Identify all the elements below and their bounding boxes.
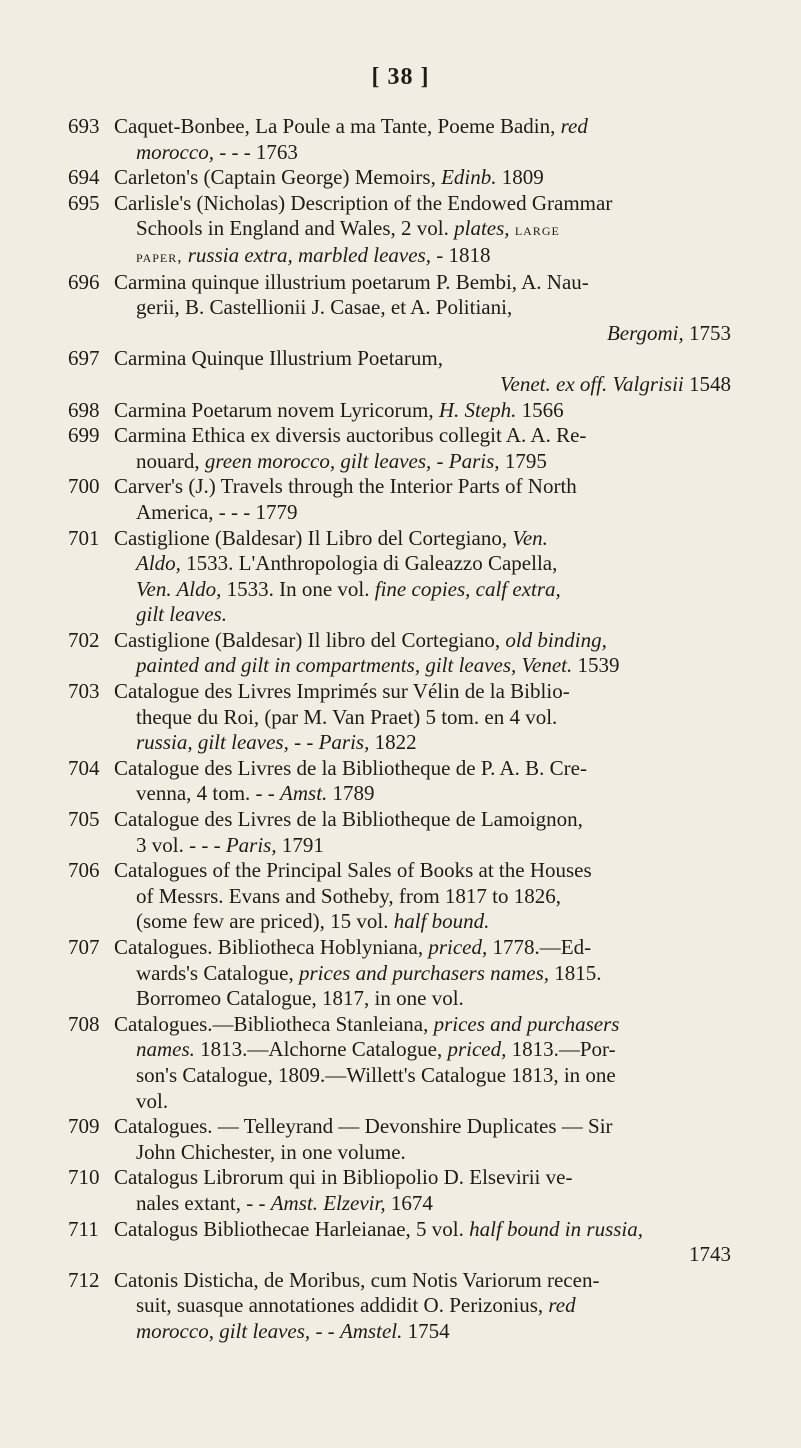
entry-line	[114, 140, 731, 166]
entry-text: Bergomi,	[606, 320, 684, 345]
entry-text: Castiglione (Baldesar) Il libro del Cortegiano,	[114, 627, 506, 652]
entry-text: Carver's (J.) Travels through the Interior Parts of North	[114, 474, 577, 499]
entry-line	[114, 474, 731, 500]
entry-line	[114, 295, 731, 321]
catalogue-entry	[0, 1012, 801, 1114]
entry-text: 1789	[327, 781, 375, 806]
entry-text: Carleton's (Captain George) Memoirs,	[114, 165, 442, 190]
entry-text: Aldo,	[136, 551, 181, 576]
entry-text: Carmina Poetarum novem Lyricorum,	[114, 397, 439, 422]
entry-text: painted and gilt in compartments, gilt leaves, Venet.	[136, 653, 573, 678]
entry-number: 705	[68, 807, 100, 832]
entry-text: 1539	[572, 653, 620, 678]
entry-line	[114, 1089, 731, 1115]
entry-line	[114, 1217, 731, 1243]
entry-text: Caquet-Bonbee, La Poule a ma Tante, Poeme Badin,	[114, 114, 561, 138]
entry-text: Carmina Ethica ex diversis auctoribus collegit A. A. Re-	[114, 423, 587, 448]
catalogue-entry	[0, 165, 801, 191]
entry-text: - -	[288, 730, 319, 755]
entry-text: 1809	[496, 165, 544, 190]
entry-line	[114, 679, 731, 705]
entry-line	[114, 216, 731, 243]
entry-text: names.	[136, 1037, 195, 1062]
entry-line	[114, 884, 731, 910]
entry-text: son's Catalogue, 1809.—Willett's Catalogue 1813, in one	[136, 1062, 616, 1087]
entry-line	[114, 961, 731, 987]
entry-text: 1533. In one vol.	[221, 576, 375, 601]
entry-text: half bound in russia,	[469, 1216, 643, 1241]
entry-text: old binding,	[505, 627, 607, 652]
entry-text: 1813.—Alchorne Catalogue,	[194, 1037, 448, 1062]
catalogue-entry	[0, 756, 801, 807]
catalogue-entry	[0, 1165, 801, 1216]
entry-text: russia, gilt leaves,	[136, 730, 289, 755]
entry-text: 1778.—Ed-	[487, 935, 592, 959]
entry-text: Carlisle's (Nicholas) Description of the Endowed Grammar	[114, 190, 613, 215]
entry-line	[114, 1012, 731, 1038]
entry-text: Catalogue des Livres de la Bibliotheque de P. A. B. Cre-	[114, 755, 587, 780]
entry-text: 1533. L'Anthropologia di Galeazzo Capella,	[180, 551, 558, 576]
catalogue-entry	[0, 191, 801, 270]
entry-line	[114, 577, 731, 603]
catalogue-entries	[0, 114, 801, 1345]
entry-text: H. Steph.	[438, 397, 517, 422]
entry-line	[114, 423, 731, 449]
entry-text: Paris,	[318, 730, 370, 755]
entry-line	[114, 321, 731, 347]
entry-line	[114, 1037, 731, 1063]
entry-text: nouard,	[136, 448, 205, 473]
entry-number: 702	[68, 627, 100, 652]
catalogue-entry	[0, 114, 801, 165]
entry-text: Paris,	[448, 448, 500, 473]
entry-text: Catalogue des Livres de la Bibliotheque de Lamoignon,	[114, 807, 583, 832]
catalogue-entry	[0, 474, 801, 525]
entry-text: Carmina Quinque Illustrium Poetarum,	[114, 346, 443, 371]
entry-text: - 1818	[430, 242, 491, 267]
entry-text: priced,	[428, 935, 488, 959]
entry-text: Catalogues.—Bibliotheca Stanleiana,	[114, 1011, 434, 1036]
entry-text: paper,	[136, 246, 183, 266]
entry-text: 1754	[402, 1318, 450, 1343]
entry-text: 3 vol. - - -	[136, 832, 226, 857]
entry-number: 694	[68, 165, 100, 190]
entry-text: Amst.	[280, 781, 328, 806]
entry-line	[114, 500, 731, 526]
entry-line	[114, 191, 731, 217]
catalogue-entry	[0, 526, 801, 628]
entry-text: 1566	[516, 397, 564, 422]
entry-number: 707	[68, 935, 100, 959]
entry-number: 697	[68, 346, 100, 371]
entry-line	[114, 243, 731, 270]
entry-number: 712	[68, 1267, 100, 1292]
entry-number: 701	[68, 525, 100, 550]
entry-text: 1822	[369, 730, 417, 755]
entry-text: 1795	[499, 448, 547, 473]
entry-text: - - - 1763	[213, 139, 298, 164]
entry-text: America, - - - 1779	[136, 499, 298, 524]
entry-text: prices and purchasers	[433, 1011, 620, 1036]
entry-text: Castiglione (Baldesar) Il Libro del Cortegiano,	[114, 525, 513, 550]
entry-line	[114, 781, 731, 807]
entry-text: 1674	[385, 1190, 433, 1215]
entry-line	[114, 398, 731, 424]
entry-text: 1753	[683, 320, 731, 345]
entry-text: Amstel.	[339, 1318, 403, 1343]
entry-text: 1815.	[549, 960, 602, 985]
entry-number: 695	[68, 190, 100, 215]
entry-text: suit, suasque annotationes addidit O. Perizonius,	[136, 1293, 549, 1318]
entry-line	[114, 1114, 731, 1140]
entry-text: Schools in England and Wales, 2 vol.	[136, 216, 455, 241]
catalogue-entry	[0, 628, 801, 679]
entry-number: 710	[68, 1165, 100, 1190]
entry-text: Carmina quinque illustrium poetarum P. Bembi, A. Nau-	[114, 269, 589, 294]
entry-text: prices and purchasers names,	[299, 960, 550, 985]
entry-line	[114, 807, 731, 833]
entry-text: (some few are priced), 15 vol.	[136, 909, 394, 934]
entry-text: Catalogues of the Principal Sales of Books at the Houses	[114, 858, 592, 883]
entry-text: half bound.	[393, 909, 490, 934]
entry-line	[114, 858, 731, 884]
entry-number: 711	[68, 1216, 99, 1241]
entry-text: Paris,	[225, 832, 277, 857]
entry-line	[114, 653, 731, 679]
catalogue-entry	[0, 270, 801, 347]
entry-text: fine copies, calf extra,	[374, 576, 561, 601]
entry-text: Catalogus Librorum qui in Bibliopolio D. Elsevirii ve-	[114, 1165, 573, 1190]
entry-line	[114, 346, 731, 372]
entry-text: Venet. ex off. Valgrisii	[500, 371, 684, 396]
entry-text: - -	[310, 1318, 340, 1343]
entry-text: -	[431, 448, 449, 473]
entry-text: nales extant, - -	[136, 1190, 271, 1215]
entry-number: 698	[68, 397, 100, 422]
entry-text: large	[514, 220, 560, 240]
entry-text: Catalogue des Livres Imprimés sur Vélin de la Biblio-	[114, 679, 570, 704]
entry-text: plates,	[454, 216, 510, 241]
entry-text: red	[560, 114, 588, 138]
entry-number: 708	[68, 1011, 100, 1036]
entry-line	[114, 1293, 731, 1319]
entry-text: gilt leaves.	[136, 602, 227, 627]
entry-line	[114, 114, 731, 140]
entry-number: 696	[68, 269, 100, 294]
entry-text: theque du Roi, (par M. Van Praet) 5 tom. en 4 vol.	[136, 704, 558, 729]
entry-number: 706	[68, 858, 100, 883]
entry-line	[114, 1242, 731, 1268]
entry-line	[114, 730, 731, 756]
catalogue-entry	[0, 679, 801, 756]
entry-line	[114, 551, 731, 577]
entry-line	[114, 1268, 731, 1294]
entry-text: Catalogus Bibliothecae Harleianae, 5 vol.	[114, 1216, 470, 1241]
entry-text: Edinb.	[441, 165, 497, 190]
entry-line	[114, 1319, 731, 1345]
entry-line	[114, 526, 731, 552]
entry-number: 700	[68, 474, 100, 499]
entry-text: gerii, B. Castellionii J. Casae, et A. Politiani,	[136, 295, 513, 320]
catalogue-entry	[0, 423, 801, 474]
entry-number: 709	[68, 1114, 100, 1139]
entry-line	[114, 756, 731, 782]
entry-line	[114, 165, 731, 191]
entry-number: 699	[68, 423, 100, 448]
entry-text: of Messrs. Evans and Sotheby, from 1817 to 1826,	[136, 883, 562, 908]
entry-text: morocco, gilt leaves,	[136, 1318, 311, 1343]
entry-number: 693	[68, 114, 100, 138]
entry-text: Ven.	[512, 525, 548, 550]
entry-line	[114, 909, 731, 935]
entry-text: green morocco, gilt leaves,	[204, 448, 432, 473]
entry-text: red	[548, 1293, 576, 1318]
catalogue-entry	[0, 935, 801, 1012]
catalogue-entry	[0, 1114, 801, 1165]
catalogue-entry	[0, 346, 801, 397]
entry-text: 1548	[683, 371, 731, 396]
entry-line	[114, 1165, 731, 1191]
catalogue-entry	[0, 1217, 801, 1268]
entry-text: wards's Catalogue,	[136, 960, 299, 985]
entry-line	[114, 628, 731, 654]
entry-text: 1791	[276, 832, 324, 857]
entry-text: priced,	[447, 1037, 507, 1062]
entry-text: venna, 4 tom. - -	[136, 781, 281, 806]
entry-text: 1813.—Por-	[506, 1037, 616, 1062]
entry-line	[114, 270, 731, 296]
entry-text: 1743	[689, 1242, 731, 1267]
entry-text: Amst. Elzevir,	[270, 1190, 386, 1215]
entry-line	[114, 1063, 731, 1089]
entry-line	[114, 986, 731, 1012]
entry-text: John Chichester, in one volume.	[136, 1139, 406, 1164]
entry-text: Catonis Disticha, de Moribus, cum Notis Variorum recen-	[114, 1267, 600, 1292]
entry-number: 704	[68, 755, 100, 780]
entry-text: Catalogues. Bibliotheca Hoblyniana,	[114, 935, 429, 959]
entry-line	[114, 449, 731, 475]
catalogue-entry	[0, 398, 801, 424]
entry-text: Borromeo Catalogue, 1817, in one vol.	[136, 986, 464, 1011]
entry-line	[114, 935, 731, 961]
entry-line	[114, 372, 731, 398]
catalogue-entry	[0, 807, 801, 858]
catalogue-entry	[0, 1268, 801, 1345]
entry-line	[114, 1140, 731, 1166]
entry-line	[114, 705, 731, 731]
catalogue-entry	[0, 858, 801, 935]
page-number: [ 38 ]	[371, 64, 430, 90]
entry-text: morocco,	[136, 139, 214, 164]
entry-text: russia extra, marbled leaves,	[187, 242, 431, 267]
entry-text: Ven. Aldo,	[136, 576, 222, 601]
entry-line	[114, 602, 731, 628]
entry-text: Catalogues. — Telleyrand — Devonshire Duplicates — Sir	[114, 1114, 613, 1139]
entry-line	[114, 1191, 731, 1217]
entry-text: vol.	[136, 1088, 169, 1113]
entry-line	[114, 833, 731, 859]
entry-number: 703	[68, 679, 100, 704]
